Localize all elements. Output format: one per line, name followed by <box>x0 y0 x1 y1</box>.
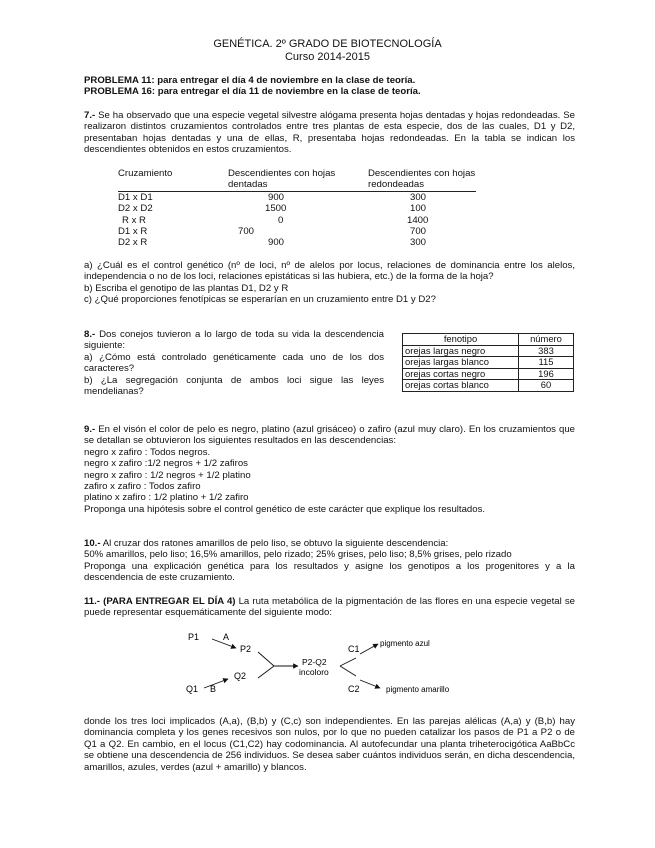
table-header-row <box>403 334 574 346</box>
label-c2: C2 <box>348 684 360 694</box>
table-row <box>403 345 574 357</box>
problem-11-tag: (PARA ENTREGAR EL DÍA 4) <box>103 596 236 607</box>
redondeadas-cell: 700 <box>410 226 427 238</box>
rabbits-table <box>402 333 574 392</box>
label-p2-q2: P2-Q2 <box>302 657 327 667</box>
problem-7-number: 7.- <box>84 110 96 121</box>
count-cell: 115 <box>519 357 574 369</box>
question-a: a) ¿Cómo está controlado genéticamente cada uno de los dos caracteres? <box>84 351 384 375</box>
table-row <box>118 226 476 237</box>
problem-11-closing: donde los tres loci implicados (A,a), (B,b) y (C,c) son independientes. En las parejas alélicas (A,a) y (B,b) hay dominancia completa y los genes recesivos son nulos, por lo que no pueden catalizar los pasos de P1 a P2 o de Q1 a Q2. En cambio, en el locus (C1,C2) hay codominancia. Al autofecundar una planta triheterocigótica AaBbCc se obtiene una descendencia de 256 individuos. Se desea saber cuántos individuos serán, en dicha descendencia, amarillos, azules, verdes (azul + amarillo) y blancos. <box>84 716 575 773</box>
problem-10-results: 50% amarillos, pelo liso; 16,5% amarillos, pelo rizado; 25% grises, pelo liso; 8,5% grises, pelo rizado <box>84 549 512 561</box>
phenotype-cell: orejas cortas negro <box>403 368 519 380</box>
problem-8-number: 8.- <box>84 329 96 340</box>
cross-cell: D2 x D2 <box>118 203 153 215</box>
header-cross: Cruzamiento <box>118 168 173 179</box>
phenotype-cell: orejas cortas blanco <box>403 380 519 392</box>
join-line-bottom <box>258 666 274 678</box>
cross-result-line: platino x zafiro : 1/2 platino + 1/2 zafiro <box>84 492 249 504</box>
problem-10-intro-text: Al cruzar dos ratones amarillos de pelo liso, se obtuvo la siguiente descendencia: <box>102 538 449 549</box>
problem-11-number: 11.- <box>84 596 101 607</box>
cross-cell: R x R <box>122 214 146 226</box>
table-row <box>118 203 476 214</box>
cross-cell: D1 x D1 <box>118 191 153 203</box>
problem-9-intro <box>84 424 575 447</box>
problem-9-intro-text: En el visón el color de pelo es negro, platino (azul grisáceo) o zafiro (azul muy claro). En los cruzamientos que se detallan se obtuvieron los siguientes resultados en las descendencias: <box>84 424 575 447</box>
phenotype-cell: orejas largas negro <box>403 345 519 357</box>
label-a: A <box>223 632 230 642</box>
problem-8-intro-text: Dos conejos tuvieron a lo largo de toda su vida la descendencia siguiente: <box>84 329 384 352</box>
header-redondeadas: Descendientes con hojas redondeadas <box>368 168 476 191</box>
label-p2: P2 <box>240 644 252 654</box>
cross-result-line: negro x zafiro :1/2 negros + 1/2 zafiros <box>84 458 248 470</box>
table-header-row <box>118 168 476 191</box>
cross-result-line: zafiro x zafiro : Todos zafiro <box>84 481 201 493</box>
problem-10-closing: Proponga una explicación genética para los resultados y asigne los genotipos a los progenitores y a la descendencia de este cruzamiento. <box>84 560 575 584</box>
problem-10-number: 10.- <box>84 538 101 549</box>
problem-10 <box>84 538 575 584</box>
delivery-notices <box>84 75 575 98</box>
table-row <box>403 368 574 380</box>
label-q2: Q2 <box>234 671 247 681</box>
question-b: b) Escriba el genotipo de las plantas D1, D2 y R <box>84 282 289 294</box>
question-c: c) ¿Qué proporciones fenotípicas se esperarían en un cruzamiento entre D1 y D2? <box>84 294 436 306</box>
header-dentadas: Descendientes con hojas dentadas <box>228 168 336 191</box>
notice-problem-11: PROBLEMA 11: para entregar el día 4 de noviembre en la clase de teoría. <box>84 75 416 86</box>
problem-8-text <box>84 329 384 397</box>
table-row <box>403 380 574 392</box>
split-line-top <box>340 658 356 666</box>
join-line-top <box>258 652 274 666</box>
crosses-table <box>118 168 476 249</box>
label-b: B <box>210 684 217 694</box>
count-cell: 60 <box>519 380 574 392</box>
table-row <box>118 191 476 203</box>
cross-cell: D1 x R <box>118 226 148 238</box>
course-year: Curso 2014-2015 <box>284 51 370 63</box>
problem-7-intro <box>84 110 575 156</box>
problem-9-closing: Proponga una hipótesis sobre el control genético de este carácter que explique los resultados. <box>84 503 486 515</box>
label-c1: C1 <box>348 644 360 654</box>
table-row <box>118 237 476 248</box>
redondeadas-cell: 100 <box>410 203 427 215</box>
redondeadas-cell: 300 <box>410 191 427 203</box>
problem-11-text: La ruta metabólica de la pigmentación de las flores en una especie vegetal se puede representar esquemáticamente del siguiente modo: <box>84 596 575 619</box>
label-p1: P1 <box>188 632 200 642</box>
dentadas-cell: 0 <box>278 214 284 226</box>
question-b: b) ¿La segregación conjunta de ambos loci sigue las leyes mendelianas? <box>84 374 384 398</box>
header-numero: número <box>519 334 574 346</box>
notice-problem-16: PROBLEMA 16: para entregar el día 11 de noviembre en la clase de teoría. <box>84 86 421 98</box>
metabolic-pathway-diagram <box>180 628 470 708</box>
split-line-bottom <box>340 666 356 676</box>
dentadas-cell: 900 <box>268 237 285 249</box>
label-pigmento-azul: pigmento azul <box>380 639 430 648</box>
dentadas-cell: 1500 <box>265 203 287 215</box>
question-a: a) ¿Cuál es el control genético (nº de loci, nº de alelos por locus, relaciones de dominancia entre los alelos, independencia o no de los loci, relaciones epistáticas si las hubiera, etc.) de la forma de la hoja? <box>84 260 575 283</box>
problem-7-text: Se ha observado que una especie vegetal silvestre alógama presenta hojas dentadas y hojas redondeadas. Se realizaron distintos cruzamientos controlados entre tres plantas de esta especie, dos de las cuales, D1 y D2, presentaban hojas dentadas y una de ellas, R, presentaba hojas redondeadas. En la tabla se indican los descendientes obtenidos en estos cruzamientos. <box>84 110 575 156</box>
cross-result-line: negro x zafiro : Todos negros. <box>84 446 211 458</box>
problem-11-intro <box>84 596 575 619</box>
document-title: GENÉTICA. 2º GRADO DE BIOTECNOLOGÍA <box>213 38 442 50</box>
phenotype-cell: orejas largas blanco <box>403 357 519 369</box>
cross-cell: D2 x R <box>118 237 148 249</box>
table-row <box>403 357 574 369</box>
redondeadas-cell: 300 <box>410 237 427 249</box>
problem-9 <box>84 424 575 515</box>
label-q1: Q1 <box>186 684 199 694</box>
count-cell: 196 <box>519 368 574 380</box>
problem-10-intro <box>84 538 575 549</box>
count-cell: 383 <box>519 345 574 357</box>
problem-9-number: 9.- <box>84 424 96 435</box>
problem-7-questions <box>84 260 575 306</box>
table-row <box>118 215 476 226</box>
redondeadas-cell: 1400 <box>407 214 429 226</box>
problem-8-intro <box>84 329 384 352</box>
cross-result-line: negro x zafiro : 1/2 negros + 1/2 platino <box>84 469 251 481</box>
arrow-c1 <box>360 644 378 654</box>
header-fenotipo: fenotipo <box>403 334 519 346</box>
arrow-c2 <box>360 680 380 688</box>
dentadas-cell: 700 <box>238 226 255 238</box>
label-pigmento-amarillo: pigmento amarillo <box>386 685 450 694</box>
label-incoloro: incoloro <box>299 667 329 677</box>
dentadas-cell: 900 <box>268 191 285 203</box>
